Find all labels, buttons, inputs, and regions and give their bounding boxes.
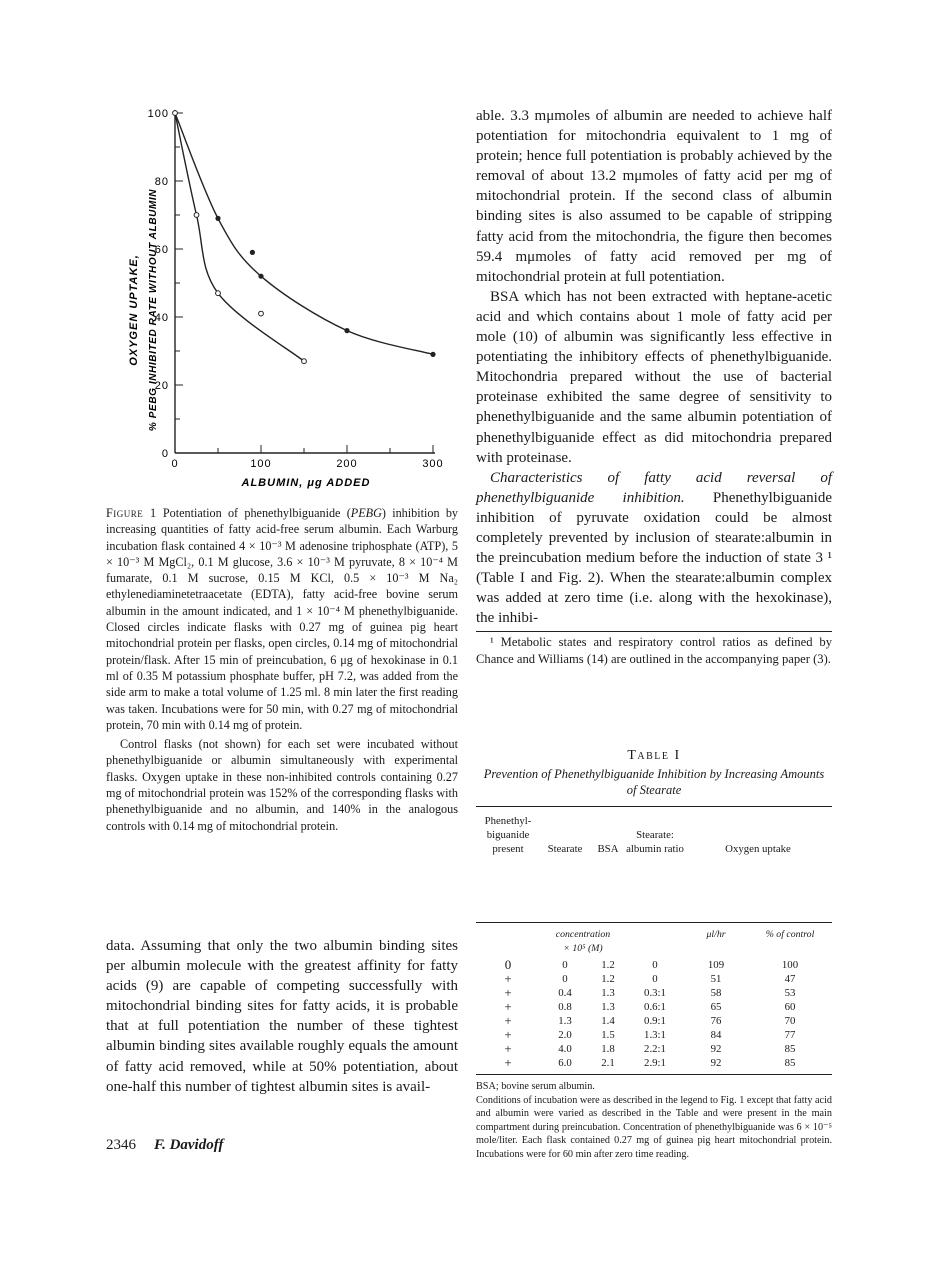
cell-ul-hr: 92 [710,1043,722,1055]
data-point-open [216,291,221,296]
cell-stearate: 0 [562,959,568,971]
cell-percent: 60 [784,1001,796,1013]
chart-ylabel-line2: % PEBG INHIBITED RATE WITHOUT ALBUMIN [148,188,159,432]
header-ratio: Stearate: albumin ratio [626,829,684,855]
cell-percent: 70 [784,1015,796,1027]
unit-percent-control: % of control [765,929,815,940]
caption-text-b: ) inhibition by increasing quantities of fatty acid-free serum albumin. Each Warburg incubation flask contained 4 × 10⁻³ M adenosine triphosphate (ATP), 5 × 10⁻³ M MgCl₂, 0.1 M glucose, 3.6 × 10⁻³ M pyruvate, 8 × 10⁻⁴ M fumarate, 0.1 M sucrose, 0.15 M KCl, 0.5 × 10⁻³ M Na₂ ethylenediaminetetraacetate (EDTA), fatty acid-free bovine serum albumin in the amount indicated, and 1 × 10⁻⁴ M phenethylbiguanide. Closed circles indicate flasks with 0.27 mg of guinea pig heart mitochondrial protein per flasks, open circles, 0.14 mg of mitochondrial protein/flask. After 15 min of preincubation, 6 μg of hexokinase in 0.1 ml of 0.35 M potassium phosphate buffer, pH 7.2, was added from the side arm to make a total volume of 1.25 ml. 8 min later the first reading was taken. Incubations were for 50 min, with 0.27 mg of mitochondrial protein, 70 min with 0.14 mg of protein. [106,506,459,732]
page-footer [106,1137,223,1154]
y-tick-label: 80 [154,176,169,188]
table-row [476,1042,832,1056]
y-tick-label: 60 [154,244,169,256]
cell-pebg: + [504,999,512,1014]
cell-ul-hr: 76 [710,1015,722,1027]
cell-bsa: 1.8 [601,1043,615,1055]
table-note-conditions: Conditions of incubation were as described in the legend to Fig. 1 except that fatty acid and albumin were varied as described in the Table and were present in the main compartment during preincubation. Concentration of phenethylbiguanide was 6 × 10⁻⁵ mole/liter. Each flask contained 0.27 mg of guinea pig heart mitochondrial protein. Incubations were for 60 min after zero time reading. [476,1094,832,1160]
control-flasks-paragraph: Control flasks (not shown) for each set were incubated without phenethylbiguanide or albumin simultaneously with experimental flasks. Oxygen uptake in these non-inhibited controls containing 0.27 mg of mitochondrial protein was 152% of the corresponding flasks with phenethylbiguanide and no albumin, and 140% in the analogous controls with 0.14 mg of mitochondrial protein. [106,737,458,833]
table-subtitle: Prevention of Phenethylbiguanide Inhibition by Increasing Amounts of Stearate [483,767,825,797]
table-row [476,958,832,972]
cell-percent: 53 [784,987,796,999]
figure-1-chart [106,100,466,495]
cell-pebg: + [504,1041,512,1056]
header-bsa: BSA [597,843,619,855]
cell-ul-hr: 51 [710,973,722,985]
data-point-open [194,213,199,218]
author-name: F. Davidoff [154,1137,224,1153]
data-point-closed [258,274,263,279]
left-body [106,936,458,1097]
data-point-open [173,111,178,116]
chart-ylabel-line1: OXYGEN UPTAKE, [128,254,140,366]
right-paragraph-1: able. 3.3 mμmoles of albumin are needed to achieve half potentiation for mitochondria equivalent to 1 mg of protein; hence full potentiation is probably achieved by the removal of about 13.2 mμmoles of fatty acid per mg of mitochondrial protein. If the second class of albumin binding sites is also assumed to be capable of stripping fatty acid from the mitochondria, the figure then becomes 59.4 mμmoles of fatty acid removed per mg of mitochondrial protein at full potentiation. [476,108,832,285]
cell-ul-hr: 109 [707,959,725,971]
cell-stearate: 0 [562,973,568,985]
cell-ratio: 2.2:1 [644,1043,666,1055]
cell-stearate: 2.0 [558,1029,572,1041]
y-tick-label: 20 [154,380,169,392]
x-tick-label: 0 [171,458,179,470]
cell-ul-hr: 84 [710,1029,722,1041]
data-point-closed [250,250,255,255]
series-curve-2 [175,113,304,361]
data-point-closed [430,352,435,357]
cell-pebg: + [504,1027,512,1042]
table-title: Table I [627,748,681,763]
cell-ratio: 0 [652,959,658,971]
unit-scale: × 10⁵ (M) [563,943,603,954]
data-point-open [259,311,264,316]
series-curve-1 [175,113,433,354]
cell-ratio: 0.6:1 [644,1001,666,1013]
y-tick-label: 0 [161,448,169,460]
header-stearate: Stearate [547,843,583,855]
cell-stearate: 0.4 [558,987,572,999]
cell-ratio: 0.3:1 [644,987,666,999]
data-point-open [302,359,307,364]
cell-pebg: + [504,1055,512,1070]
table-row [476,972,832,986]
header-phenethylbiguanide: Phenethyl-biguanide present [484,815,532,855]
cell-ratio: 0 [652,973,658,985]
cell-percent: 85 [784,1043,796,1055]
left-column [106,505,458,834]
table-units [476,928,832,956]
footnote: ¹ Metabolic states and respiratory control ratios as defined by Chance and Williams (14) are outlined in the accompanying paper (3). [476,635,832,666]
chart-xlabel: ALBUMIN, μg ADDED [241,477,371,489]
cell-bsa: 1.2 [601,959,615,971]
cell-percent: 100 [781,959,799,971]
cell-bsa: 1.5 [601,1029,615,1041]
x-tick-label: 300 [422,458,444,470]
unit-concentration: concentration [555,929,611,940]
caption-text-a: Potentiation of phenethylbiguanide ( [156,506,351,520]
cell-stearate: 6.0 [558,1057,572,1069]
table-body [476,958,832,1070]
cell-pebg: + [504,985,512,1000]
table-1 [476,748,832,1160]
cell-percent: 47 [784,973,796,985]
table-row [476,1014,832,1028]
footnote-rule [476,631,832,632]
cell-stearate: 4.0 [558,1043,572,1055]
section-heading: Characteristics of fatty acid reversal of phenethylbiguanide inhibition. [476,469,832,506]
figure-caption [106,505,458,733]
right-paragraph-2: BSA which has not been extracted with heptane-acetic acid and which contains about 1 mole of fatty acid per mole (10) of albumin was significantly less effective in potentiating the inhibitory effects of phenethylbiguanide. Mitochondria prepared without the use of bacterial proteinase exhibited the same degree of sensitivity to phenethylbiguanide and the same albumin potentiation of phenethylbiguanide effect as did mitochondria prepared with proteinase. [476,288,832,466]
cell-ul-hr: 65 [710,1001,722,1013]
y-tick-label: 100 [147,108,169,120]
page-number: 2346 [106,1137,136,1153]
cell-ul-hr: 92 [710,1057,722,1069]
table-row [476,1056,832,1070]
cell-ratio: 1.3:1 [644,1029,666,1041]
cell-bsa: 1.4 [601,1015,615,1027]
x-tick-label: 100 [250,458,272,470]
y-tick-label: 40 [154,312,169,324]
right-paragraph-3-text: Phenethylbiguanide inhibition of pyruvate oxidation could be almost completely prevented by inclusion of stearate:albumin in the preincubation medium before the induction of state 3 ¹ (Table I and Fig. 2). When the stearate:albumin complex was added at zero time (i.e. along with the hexokinase), the inhibi- [476,489,832,627]
table-top-rule [476,806,832,807]
right-paragraph-3 [476,468,832,629]
table-header [476,814,832,856]
cell-pebg: 0 [504,957,512,972]
cell-bsa: 2.1 [601,1057,615,1069]
caption-lead: Figure 1 [106,506,157,520]
cell-pebg: + [504,971,512,986]
cell-bsa: 1.3 [601,987,615,999]
header-oxygen-uptake: Oxygen uptake [725,843,791,855]
cell-stearate: 0.8 [558,1001,572,1013]
x-tick-label: 200 [336,458,358,470]
cell-bsa: 1.2 [601,973,615,985]
table-note-bsa: BSA; bovine serum albumin. [476,1081,595,1092]
right-column [476,106,832,667]
cell-ul-hr: 58 [710,987,722,999]
cell-percent: 77 [784,1029,796,1041]
table-row [476,1028,832,1042]
caption-pebg: PEBG [350,506,382,520]
table-bottom-rule [476,1074,832,1075]
cell-stearate: 1.3 [558,1015,572,1027]
table-row [476,986,832,1000]
data-point-closed [344,328,349,333]
table-row [476,1000,832,1014]
cell-pebg: + [504,1013,512,1028]
data-point-closed [215,216,220,221]
cell-ratio: 0.9:1 [644,1015,666,1027]
table-header-rule [476,922,832,923]
cell-bsa: 1.3 [601,1001,615,1013]
cell-ratio: 2.9:1 [644,1057,666,1069]
cell-percent: 85 [784,1057,796,1069]
left-body-paragraph: data. Assuming that only the two albumin binding sites per albumin molecule with the greatest affinity for fatty acids (9) are capable of competing successfully with mitochondrial binding sites for fatty acids, it is probable that at full potentiation the number of these tightest albumin binding sites available roughly equals the amount of fatty acid removed, while at 50% potentiation, about one-half this number of tightest albumin sites is avail- [106,938,458,1095]
unit-ul-hr: μl/hr [706,929,726,940]
